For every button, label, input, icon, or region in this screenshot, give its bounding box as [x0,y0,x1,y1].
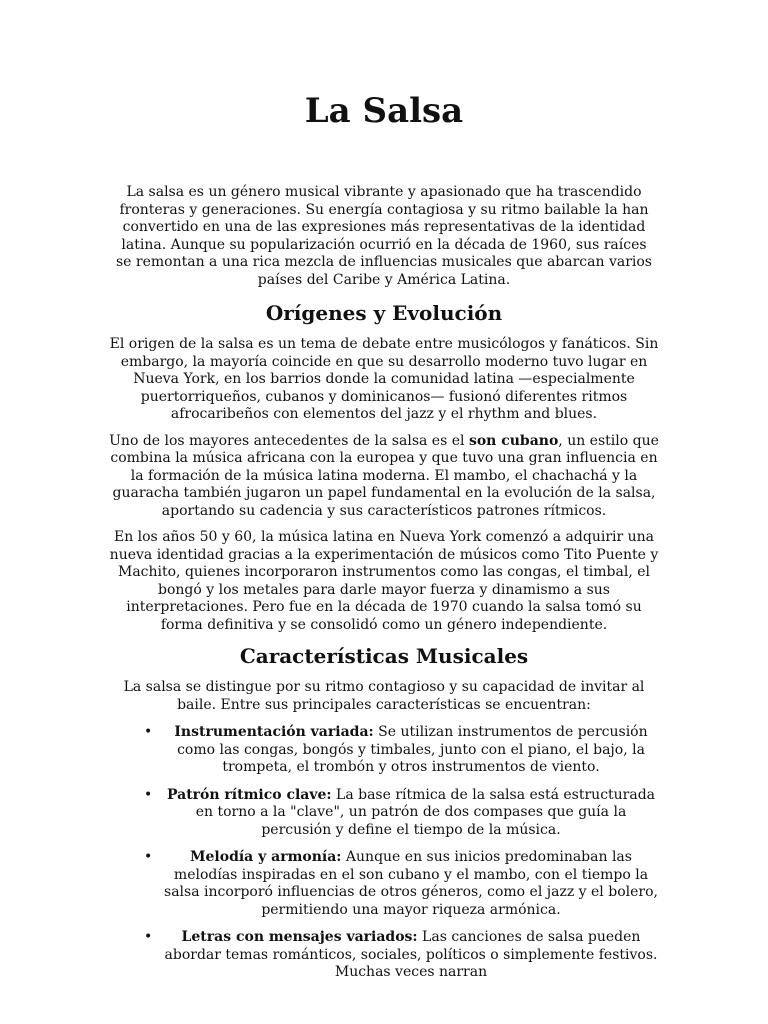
list-item [108,724,660,777]
origins-paragraph-2 [108,433,660,521]
list-item-term: Melodía y armonía: [190,849,342,865]
list-item-text: La base rítmica de la salsa está estructurada en torno a la "clave", un patrón de dos compases que guía la percusión y define el tiempo de la música. [195,786,656,838]
list-item [108,849,660,919]
origins-paragraph-2-end: , un estilo que combina la música africana con la europea y que tuvo una gran influencia en la formación de la música latina moderna. El mambo, el chachachá y la guaracha también jugaron un papel fundamental en la evolución de la salsa, aportando su cadencia y sus característicos patrones rítmicos. [110,432,659,519]
characteristics-list [108,724,660,982]
list-item [108,787,660,840]
document-title: La Salsa [304,91,464,131]
origins-paragraph-1: El origen de la salsa es un tema de debate entre musicólogos y fanáticos. Sin embargo, la mayoría coincide en que su desarrollo moderno tuvo lugar en Nueva York, en los barrios donde la comunidad latina —especialmente puertorriqueños, cubanos y dominicanos— fusionó diferentes ritmos afrocaribeños con elementos del jazz y el rhythm and blues. [109,336,659,422]
bullet-icon: • [144,786,153,803]
bullet-icon: • [144,724,153,740]
list-item-term: Patrón rítmico clave: [166,786,332,803]
list-item [108,929,660,982]
list-item-text: Aunque en sus inicios predominaban las melodías inspiradas en el son cubano y el mambo, con el tiempo la salsa incorporó influencias de otros géneros, como el jazz y el bolero, permitiendo una mayor riqueza armónica. [164,849,658,918]
son-cubano-bold: son cubano [468,432,559,449]
list-item-text: Se utilizan instrumentos de percusión como las congas, bongós y timbales, junto con el piano, el bajo, la trompeta, el trombón y otros instrumentos de viento. [177,724,648,775]
origins-heading: Orígenes y Evolución [265,301,503,325]
intro-paragraph: La salsa es un género musical vibrante y apasionado que ha trascendido fronteras y generaciones. Su energía contagiosa y su ritmo bailable la han convertido en una de las expresiones más representativas de la identidad latina. Aunque su popularización ocurrió en la década de 1960, sus raíces se remontan a una rica mezcla de influencias musicales que abarcan varios países del Caribe y América Latina. [116,184,652,288]
origins-paragraph-2-start: Uno de los mayores antecedentes de la salsa es el [109,432,469,449]
characteristics-intro: La salsa se distingue por su ritmo contagioso y su capacidad de invitar al baile. Entre sus principales características se encuentran: [123,679,645,713]
list-item-term: Instrumentación variada: [174,724,374,740]
bullet-icon: • [144,929,153,945]
characteristics-heading: Características Musicales [239,644,529,668]
origins-paragraph-3: En los años 50 y 60, la música latina en Nueva York comenzó a adquirir una nueva identidad gracias a la experimentación de músicos como Tito Puente y Machito, quienes incorporaron instrumentos como las congas, el timbal, el bongó y los metales para darle mayor fuerza y dinamismo a sus interpretaciones. Pero fue en la década de 1970 cuando la salsa tomó su forma definitiva y se consolidó como un género independiente. [109,529,659,633]
list-item-term: Letras con mensajes variados: [181,929,418,945]
bullet-icon: • [144,849,153,865]
list-item-text: Las canciones de salsa pueden abordar temas románticos, sociales, políticos o simplemente festivos. Muchas veces narran [164,929,658,980]
